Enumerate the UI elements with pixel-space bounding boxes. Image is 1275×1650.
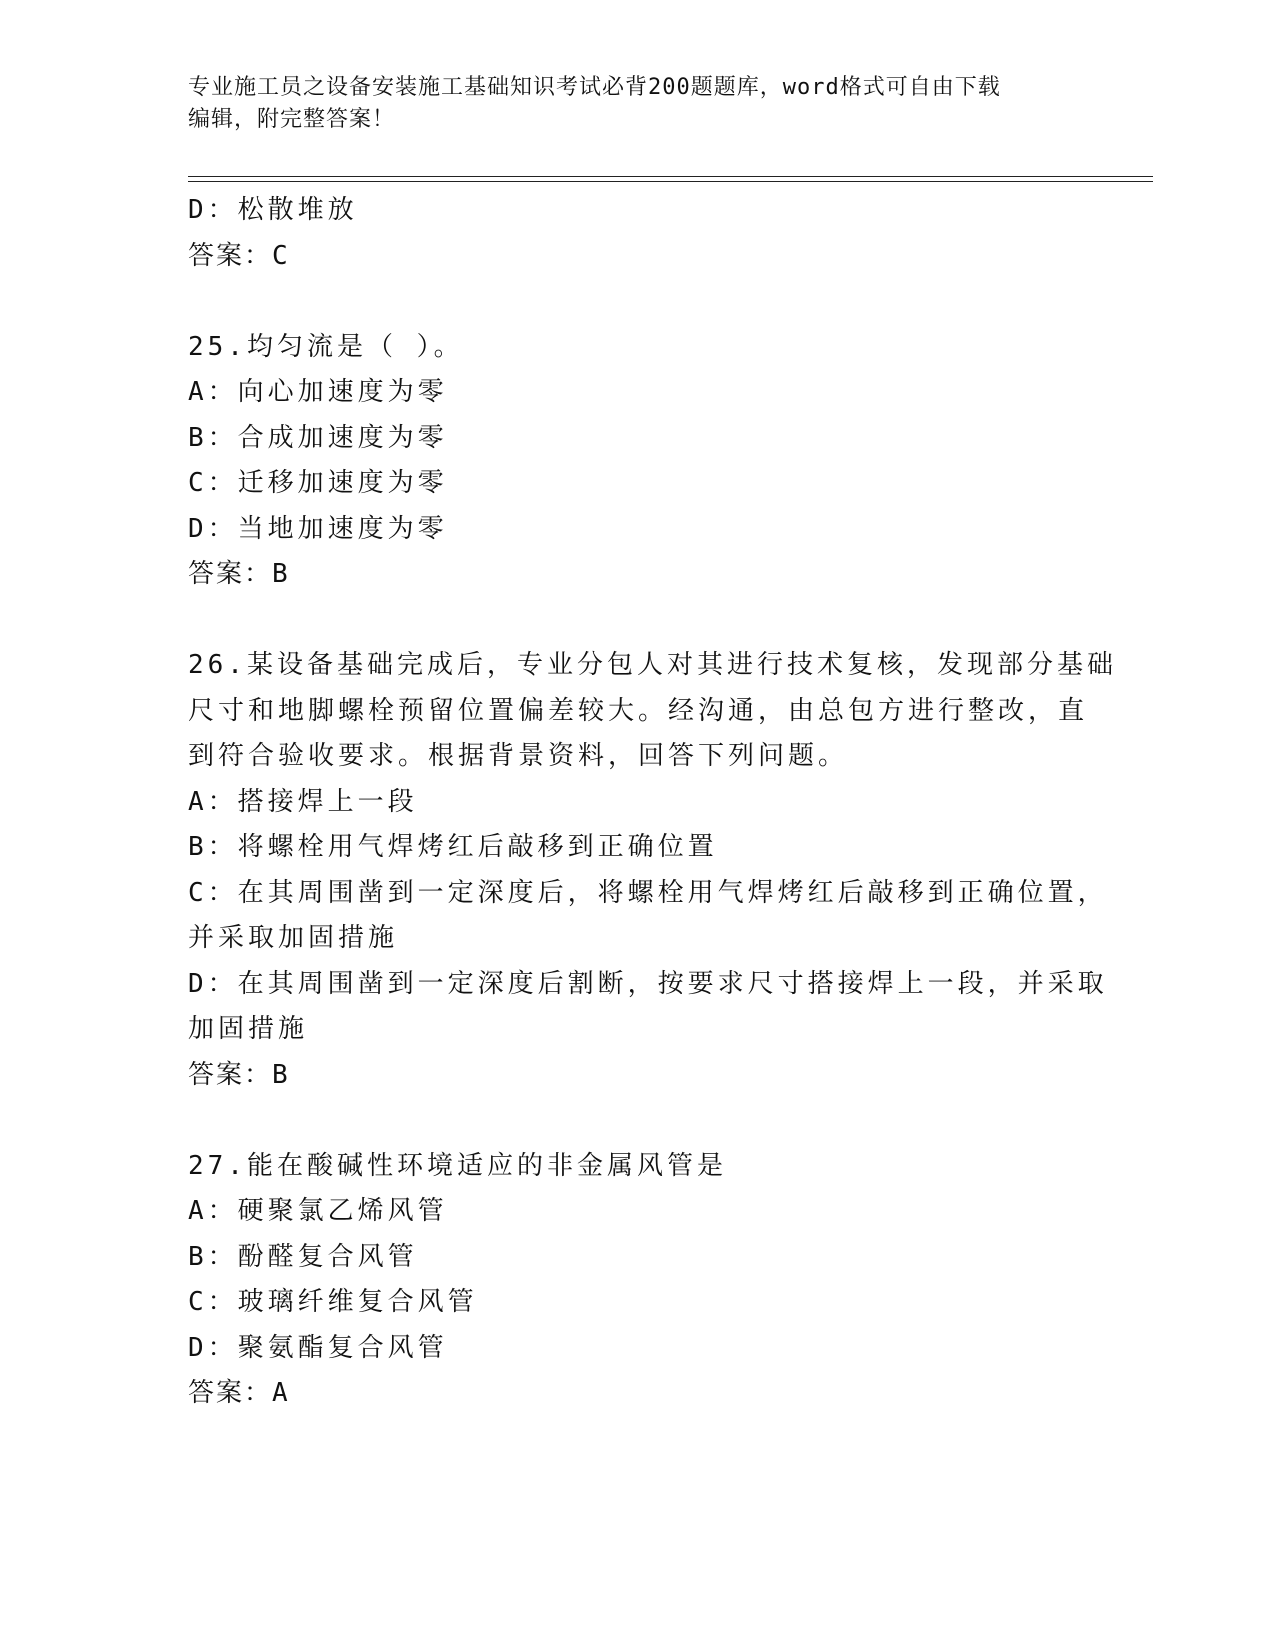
option-d-line-2: 加固措施 xyxy=(188,1014,309,1044)
document-header xyxy=(188,72,1068,136)
answer: 答案：B xyxy=(188,1059,290,1090)
answer: 答案：B xyxy=(188,559,290,589)
option-b: B：将螺栓用气焊烤红后敲移到正确位置 xyxy=(188,832,718,862)
question-25 xyxy=(188,325,1088,598)
question-26 xyxy=(188,643,1117,1098)
option-a: A：向心加速度为零 xyxy=(188,377,448,407)
header-title-line-1: 专业施工员之设备安装施工基础知识考试必背200题题库，word格式可自由下载 xyxy=(188,75,1001,100)
option-c: C：迁移加速度为零 xyxy=(188,468,448,498)
spacer xyxy=(188,279,1088,325)
option-d-line-1: D：在其周围凿到一定深度后割断，按要求尺寸搭接焊上一段，并采取 xyxy=(188,968,1108,999)
answer: 答案：A xyxy=(188,1378,290,1408)
option-d: D：松散堆放 xyxy=(188,195,358,225)
option-d: D：聚氨酯复合风管 xyxy=(188,1332,448,1363)
header-title-line-2: 编辑，附完整答案！ xyxy=(188,107,396,132)
header-divider-bottom xyxy=(188,181,1153,182)
question-list xyxy=(188,188,1117,1417)
answer: 答案：C xyxy=(188,240,290,271)
option-d: D：当地加速度为零 xyxy=(188,513,448,544)
question-stem-line-3: 到符合验收要求。根据背景资料，回答下列问题。 xyxy=(188,741,849,771)
option-b: B：酚醛复合风管 xyxy=(188,1241,418,1272)
option-b: B：合成加速度为零 xyxy=(188,422,448,453)
option-a: A：硬聚氯乙烯风管 xyxy=(188,1196,448,1226)
question-27 xyxy=(188,1144,1088,1417)
question-stem-line-2: 尺寸和地脚螺栓预留位置偏差较大。经沟通，由总包方进行整改，直 xyxy=(188,695,1089,726)
option-c-line-1: C：在其周围凿到一定深度后，将螺栓用气焊烤红后敲移到正确位置， xyxy=(188,877,1108,908)
header-divider-top xyxy=(188,176,1153,177)
option-c-line-2: 并采取加固措施 xyxy=(188,923,399,953)
spacer xyxy=(188,1098,1088,1144)
option-c: C：玻璃纤维复合风管 xyxy=(188,1287,478,1317)
question-stem: 25.均匀流是（ ）。 xyxy=(188,331,464,362)
question-stem-line-1: 26.某设备基础完成后，专业分包人对其进行技术复核，发现部分基础 xyxy=(188,650,1117,680)
question-24-tail xyxy=(188,188,1088,279)
spacer xyxy=(188,598,1088,644)
question-stem: 27.能在酸碱性环境适应的非金属风管是 xyxy=(188,1150,727,1181)
option-a: A：搭接焊上一段 xyxy=(188,786,418,817)
